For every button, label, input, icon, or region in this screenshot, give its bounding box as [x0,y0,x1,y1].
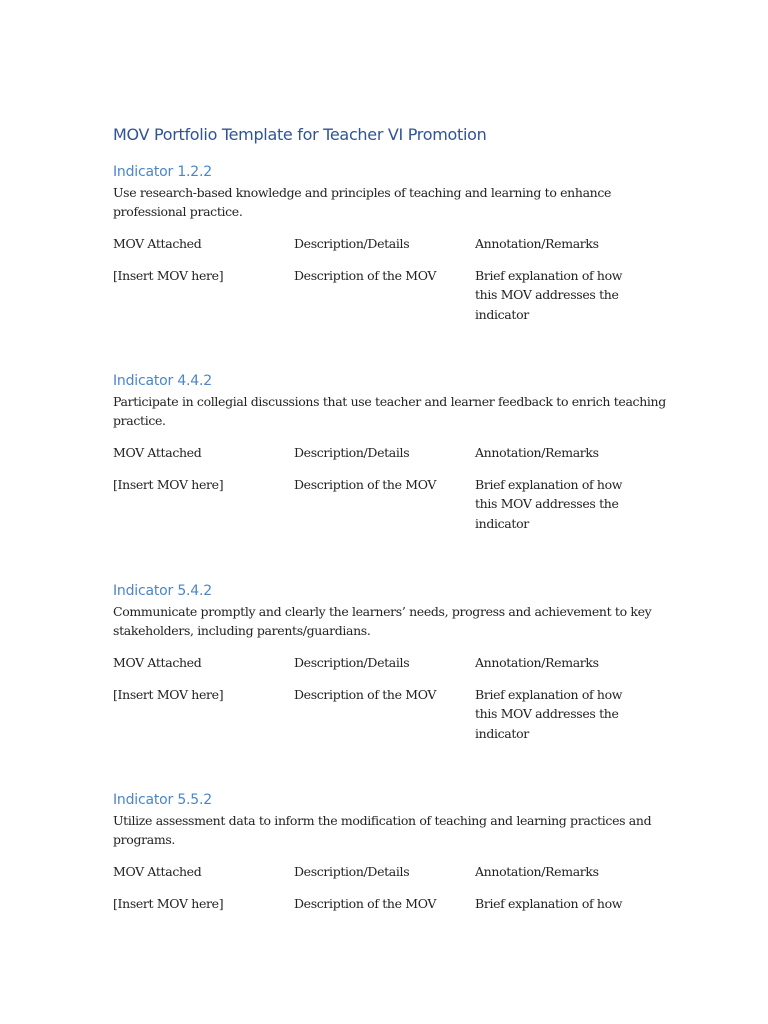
column-header-annotation: Annotation/Remarks [475,236,599,251]
indicator-heading: Indicator 5.4.2 [113,583,212,599]
mov-table-row [113,266,673,324]
column-header-annotation: Annotation/Remarks [475,655,599,670]
column-header-mov-attached: MOV Attached [113,445,202,460]
column-header-description: Description/Details [294,864,410,879]
indicator-description: Communicate promptly and clearly the learners’ needs, progress and achievement to key stakeholders, including parents/guardians. [113,604,652,638]
indicator-section [113,161,673,324]
mov-remarks: Brief explanation of how this MOV addresses the indicator [475,268,623,322]
indicator-section [113,789,673,913]
mov-description: Description of the MOV [294,687,437,703]
column-header-annotation: Annotation/Remarks [475,864,599,879]
mov-description: Description of the MOV [294,268,437,284]
column-header-mov-attached: MOV Attached [113,236,202,251]
mov-remarks: Brief explanation of how this MOV addresses the indicator [475,687,623,741]
mov-placeholder: [Insert MOV here] [113,268,224,284]
mov-table-row [113,685,673,743]
mov-placeholder: [Insert MOV here] [113,896,224,912]
document-page [113,0,673,1024]
indicator-heading: Indicator 5.5.2 [113,792,212,808]
column-header-description: Description/Details [294,236,410,251]
mov-description: Description of the MOV [294,477,437,493]
mov-table-header [113,653,673,672]
mov-description: Description of the MOV [294,896,437,912]
indicator-section [113,580,673,743]
column-header-description: Description/Details [294,655,410,670]
mov-table-row [113,475,673,533]
column-header-mov-attached: MOV Attached [113,864,202,879]
mov-table-header [113,862,673,881]
document-title: MOV Portfolio Template for Teacher VI Promotion [113,125,487,144]
indicator-description: Participate in collegial discussions that use teacher and learner feedback to enrich teaching practice. [113,394,666,428]
mov-placeholder: [Insert MOV here] [113,477,224,493]
mov-remarks: Brief explanation of how [475,896,623,912]
mov-remarks: Brief explanation of how this MOV addresses the indicator [475,477,623,531]
indicator-heading: Indicator 4.4.2 [113,373,212,389]
mov-table-header [113,234,673,253]
column-header-mov-attached: MOV Attached [113,655,202,670]
indicator-heading: Indicator 1.2.2 [113,164,212,180]
mov-table-header [113,443,673,462]
column-header-annotation: Annotation/Remarks [475,445,599,460]
column-header-description: Description/Details [294,445,410,460]
indicator-description: Utilize assessment data to inform the modification of teaching and learning practices and programs. [113,813,652,847]
indicator-description: Use research-based knowledge and principles of teaching and learning to enhance professional practice. [113,185,612,219]
indicator-section [113,370,673,533]
mov-table-row [113,894,673,913]
mov-placeholder: [Insert MOV here] [113,687,224,703]
